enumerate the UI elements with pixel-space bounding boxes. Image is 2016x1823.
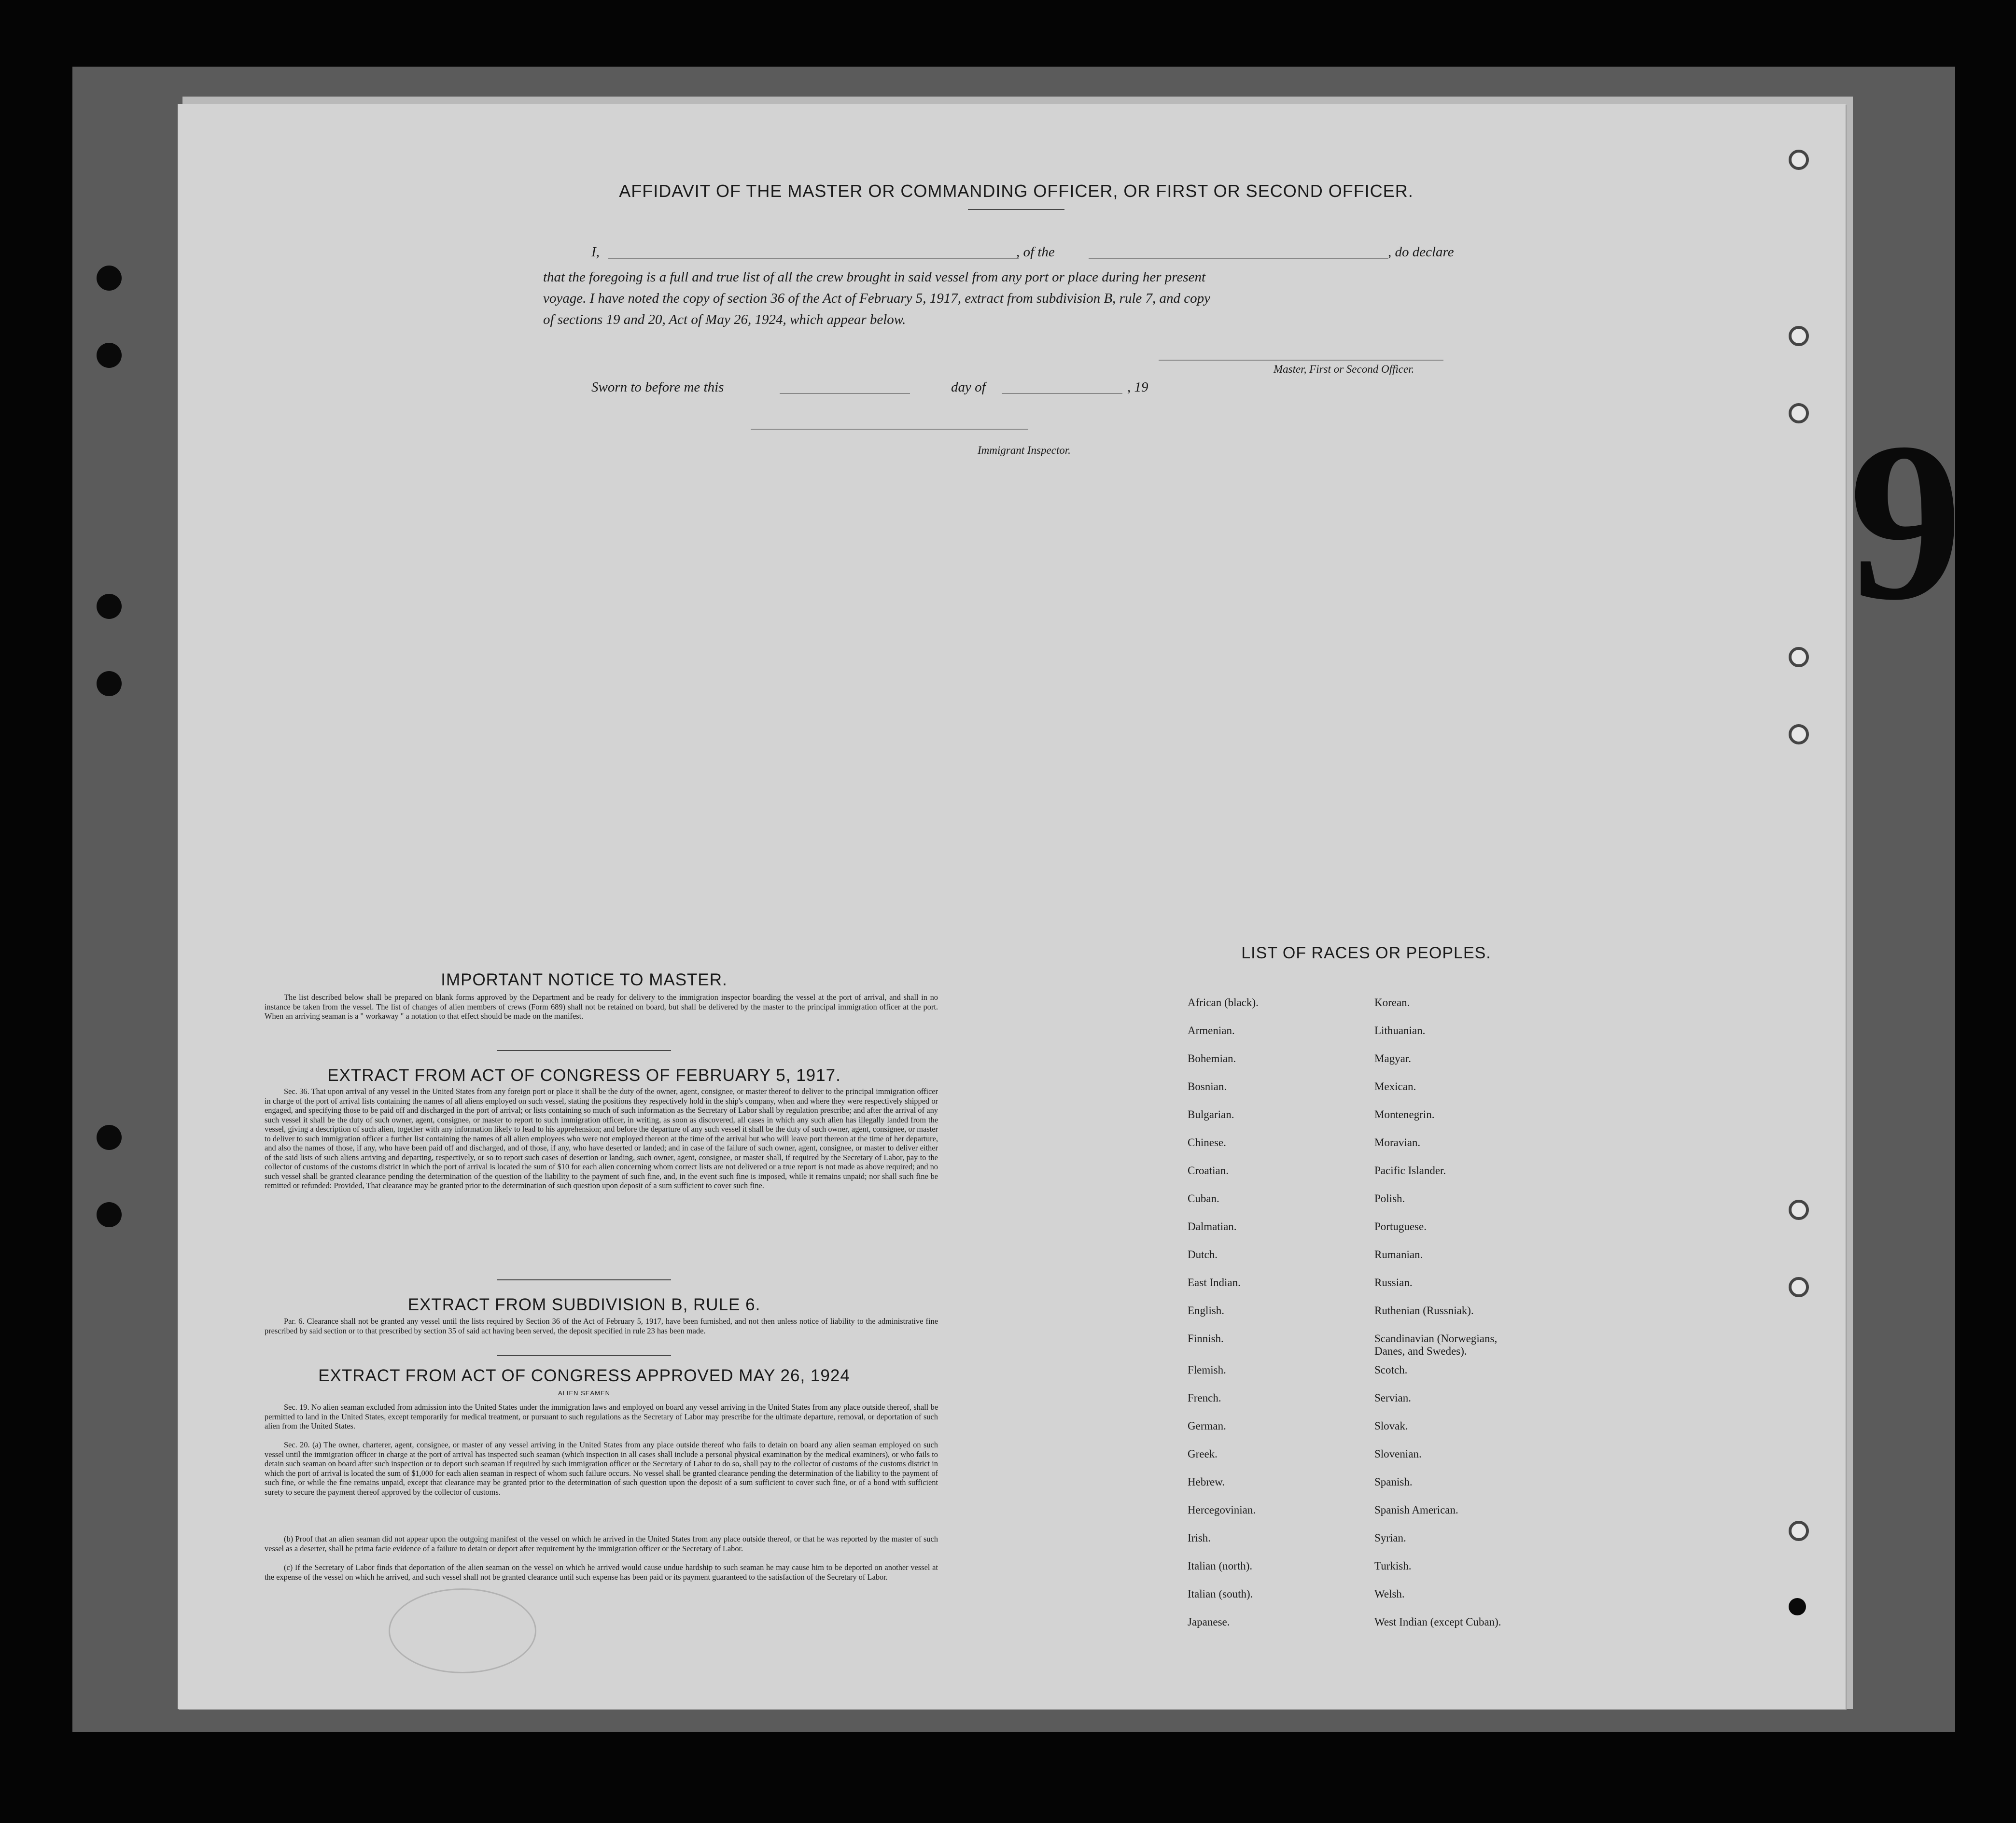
extract-1924-title: EXTRACT FROM ACT OF CONGRESS APPROVED MAY 26, 1924 [318,1366,850,1385]
race-item: Japanese. [1188,1616,1230,1628]
declaration-do-declare: , do declare [1388,244,1454,260]
race-item: Turkish. [1374,1560,1412,1572]
binder-hole-icon [97,594,122,619]
race-item: Armenian. [1188,1024,1235,1037]
race-item: Slovak. [1374,1420,1408,1432]
race-item: Scotch. [1374,1364,1408,1376]
inspector-label: Immigrant Inspector. [978,444,1071,456]
binder-hole-icon [1789,403,1809,423]
race-item: Pacific Islander. [1374,1164,1446,1177]
binder-hole-icon [1789,326,1809,346]
race-item: Croatian. [1188,1164,1229,1177]
race-item: Portuguese. [1374,1220,1427,1233]
race-item: Finnish. [1188,1332,1224,1345]
extract-1924-subtitle: ALIEN SEAMEN [558,1389,611,1397]
race-item: Slovenian. [1374,1448,1422,1460]
race-item: Servian. [1374,1392,1412,1404]
race-item: Bosnian. [1188,1080,1227,1093]
rule6-body: Par. 6. Clearance shall not be granted any vessel until the lists required by Section 36 of the Act of February 5, 1917, have been furnished, and not then unless notice of liability to the administrative fine prescribed by said section or to that prescribed by section 35 of said act having been served, the deposit specified in rule 23 has been made. [265,1317,938,1335]
vessel-blank-line [1089,258,1388,259]
binder-hole-icon [1789,150,1809,170]
sec-20a-body: Sec. 20. (a) The owner, charterer, agent, consignee, or master of any vessel arriving in the United States from any place outside thereof who fails to detain on board any alien seaman employed on such vessel until the immigration officer in charge at the port of arrival has inspected such seaman (which inspection in all cases shall include a personal physical examination by the medical examiners), or who fails to detain such seaman on board after such inspection or to deport such seaman if required by such immigration officer or the Secretary of Labor to do so, shall pay to the collector of customs of the customs district in which the port of arrival is located the sum of $1,000 for each alien seaman in respect of whom such failure occurs. No vessel shall be granted clearance pending the determination of the liability to the payment of such fine, or while the fine remains unpaid, except that clearance may be granted prior to the determination of such question upon the deposit of a sum sufficient to cover such fine, or of a bond with sufficient surety to secure the payment thereof approved by the collector of customs. [265,1440,938,1497]
sec-20c-body: (c) If the Secretary of Labor finds that deportation of the alien seaman on the vessel on which he arrived would cause undue hardship to such seaman he may cause him to be deported on another vessel at the expense of the vessel on which he arrived, and such vessel shall not be granted clearance until such expense has been paid or its payment guaranteed to the satisfaction of the Secretary of Labor. [265,1563,938,1582]
declaration-body-line2: voyage. I have noted the copy of section 36 of the Act of February 5, 1917, extract from subdivision B, rule 7, and copy [543,291,1211,306]
sec-20b-body: (b) Proof that an alien seaman did not appear upon the outgoing manifest of the vessel on which he arrived in the United States from any place outside thereof, or that he was reported by the master of such vessel as a deserter, shall be prima facie evidence of a failure to detain or deport after requirement by the immigration officer or the Secretary of Labor. [265,1534,938,1553]
extract-1917-body: Sec. 36. That upon arrival of any vessel in the United States from any foreign port or place it shall be the duty of the owner, agent, consignee, or master thereof to deliver to the principal immigration officer in charge of the port of arrival lists containing the names of all aliens employed on such vessel, stating the positions they respectively hold in the ship's company, when and where they were respectively shipped or engaged, and specifying those to be paid off and discharged in the port of arrival; or lists containing so much of such information as the Secretary of Labor shall by regulation prescribe; and after the arrival of any such vessel it shall be the duty of such owner, agent, consignee, or master to report to such immigration officer, in writing, as soon as discovered, all cases in which any such alien has illegally landed from the vessel, giving a description of such alien, together with any information likely to lead to his apprehension; and before the departure of any such vessel it shall be the duty of such owner, agent, consignee, or master to deliver to such immigration officer a further list containing the names of all alien employees who were not employed thereon at the time of the arrival but who will leave port thereon at the time of her departure, and also the names of those, if any, who have been paid off and discharged, and of those, if any, who have deserted or landed; and in case of the failure of such owner, agent, consignee, or master to deliver either of the said lists of such aliens arriving and departing, respectively, or so to report such cases of desertion or landing, such owner, agent, consignee, or master shall, if required by the Secretary of Labor, pay to the collector of customs of the customs district in which the port of arrival is located the sum of $10 for each alien concerning whom correct lists are not delivered or a true report is not made as above required; and no such vessel shall be granted clearance pending the determination of the question of the liability to the payment of such fine, and, in the event such fine is imposed, while it remains unpaid; nor shall such fine be remitted or refunded: Provided, That clearance may be granted prior to the determination of such question upon deposit of a sum sufficient to cover such fine. [265,1087,938,1190]
faded-stamp [389,1588,536,1673]
rule6-title: EXTRACT FROM SUBDIVISION B, RULE 6. [407,1295,761,1314]
binder-hole-icon [97,1125,122,1150]
extract-1917-title: EXTRACT FROM ACT OF CONGRESS OF FEBRUARY 5, 1917. [327,1066,841,1085]
race-item: Polish. [1374,1192,1405,1205]
race-item: Rumanian. [1374,1248,1423,1261]
race-item: Moravian. [1374,1136,1421,1149]
title-rule [968,209,1064,210]
race-item: French. [1188,1392,1221,1404]
race-item: Russian. [1374,1276,1413,1289]
race-item: Ruthenian (Russniak). [1374,1304,1474,1317]
race-item: Syrian. [1374,1532,1406,1544]
binder-hole-icon [97,266,122,291]
race-item: West Indian (except Cuban). [1374,1616,1501,1628]
handwritten-mark: 9 [1849,395,1962,647]
race-item: Hebrew. [1188,1476,1225,1488]
name-blank-line [608,258,1019,259]
race-item: Cuban. [1188,1192,1219,1205]
declaration-body-line3: of sections 19 and 20, Act of May 26, 1924, which appear below. [543,312,906,327]
race-item: Hercegovinian. [1188,1504,1256,1516]
sec-19-body: Sec. 19. No alien seaman excluded from admission into the United States under the immigration laws and employed on board any vessel arriving in the United States from any place outside thereof, shall be permitted to land in the United States, except temporarily for medical treatment, or pursuant to such regulations as the Secretary of Labor may prescribe for the ultimate departure, removal, or deportation of such alien from the United States. [265,1402,938,1430]
race-item: Spanish American. [1374,1504,1458,1516]
race-item: Spanish. [1374,1476,1413,1488]
extract-1917-rule [497,1279,671,1280]
race-item: Flemish. [1188,1364,1226,1376]
binder-hole-icon [97,1202,122,1227]
race-item: German. [1188,1420,1226,1432]
race-item: Lithuanian. [1374,1024,1426,1037]
declaration-i: I, [591,244,600,260]
binder-hole-icon [1789,647,1809,667]
rule6-rule [497,1355,671,1356]
signature-line [1159,360,1443,361]
notice-body: The list described below shall be prepared on blank forms approved by the Department and be ready for delivery to the immigration inspector boarding the vessel at the port of arrival, and shall in no instance be taken from the vessel. The list of changes of alien members of crews (Form 689) shall not be retained on board, but shall be delivered by the master to the principal immigration officer at the port. When an arriving seaman is a " workaway " a notation to that effect should be made on the manifest. [265,993,938,1021]
declaration-body-line1: that the foregoing is a full and true list of all the crew brought in said vessel from any port or place during her present [543,269,1206,285]
race-item: Dalmatian. [1188,1220,1237,1233]
sworn-year: , 19 [1127,379,1148,395]
race-item: African (black). [1188,996,1259,1009]
race-item: Montenegrin. [1374,1108,1435,1121]
race-item: Italian (south). [1188,1588,1253,1600]
race-item: English. [1188,1304,1225,1317]
notice-title: IMPORTANT NOTICE TO MASTER. [441,970,728,989]
notice-rule [497,1050,671,1051]
binder-hole-icon [97,343,122,368]
binder-hole-icon [1789,1521,1809,1541]
race-item: Irish. [1188,1532,1211,1544]
binder-hole-icon [1789,1598,1806,1615]
race-item: Dutch. [1188,1248,1218,1261]
sworn-day-of: day of [951,379,986,395]
race-item: Welsh. [1374,1588,1405,1600]
affidavit-title: AFFIDAVIT OF THE MASTER OR COMMANDING OFFICER, OR FIRST OR SECOND OFFICER. [619,181,1414,201]
sworn-text: Sworn to before me this [591,379,724,395]
race-item: Magyar. [1374,1052,1412,1065]
declaration-of-the: , of the [1016,244,1055,260]
inspector-signature-line [751,429,1028,430]
binder-hole-icon [1789,1200,1809,1220]
races-title: LIST OF RACES OR PEOPLES. [1241,944,1491,962]
binder-hole-icon [97,671,122,696]
sworn-day-line [780,393,910,394]
signature-label: Master, First or Second Officer. [1274,363,1414,375]
race-item: Italian (north). [1188,1560,1253,1572]
binder-hole-icon [1789,724,1809,744]
race-item: Mexican. [1374,1080,1416,1093]
race-item: Greek. [1188,1448,1218,1460]
binder-hole-icon [1789,1277,1809,1297]
sworn-month-line [1002,393,1122,394]
race-item: Bohemian. [1188,1052,1236,1065]
race-item: Bulgarian. [1188,1108,1234,1121]
race-item: Korean. [1374,996,1410,1009]
race-item: Chinese. [1188,1136,1226,1149]
race-item: East Indian. [1188,1276,1241,1289]
race-item: Scandinavian (Norwegians, Danes, and Swedes). [1374,1332,1498,1357]
